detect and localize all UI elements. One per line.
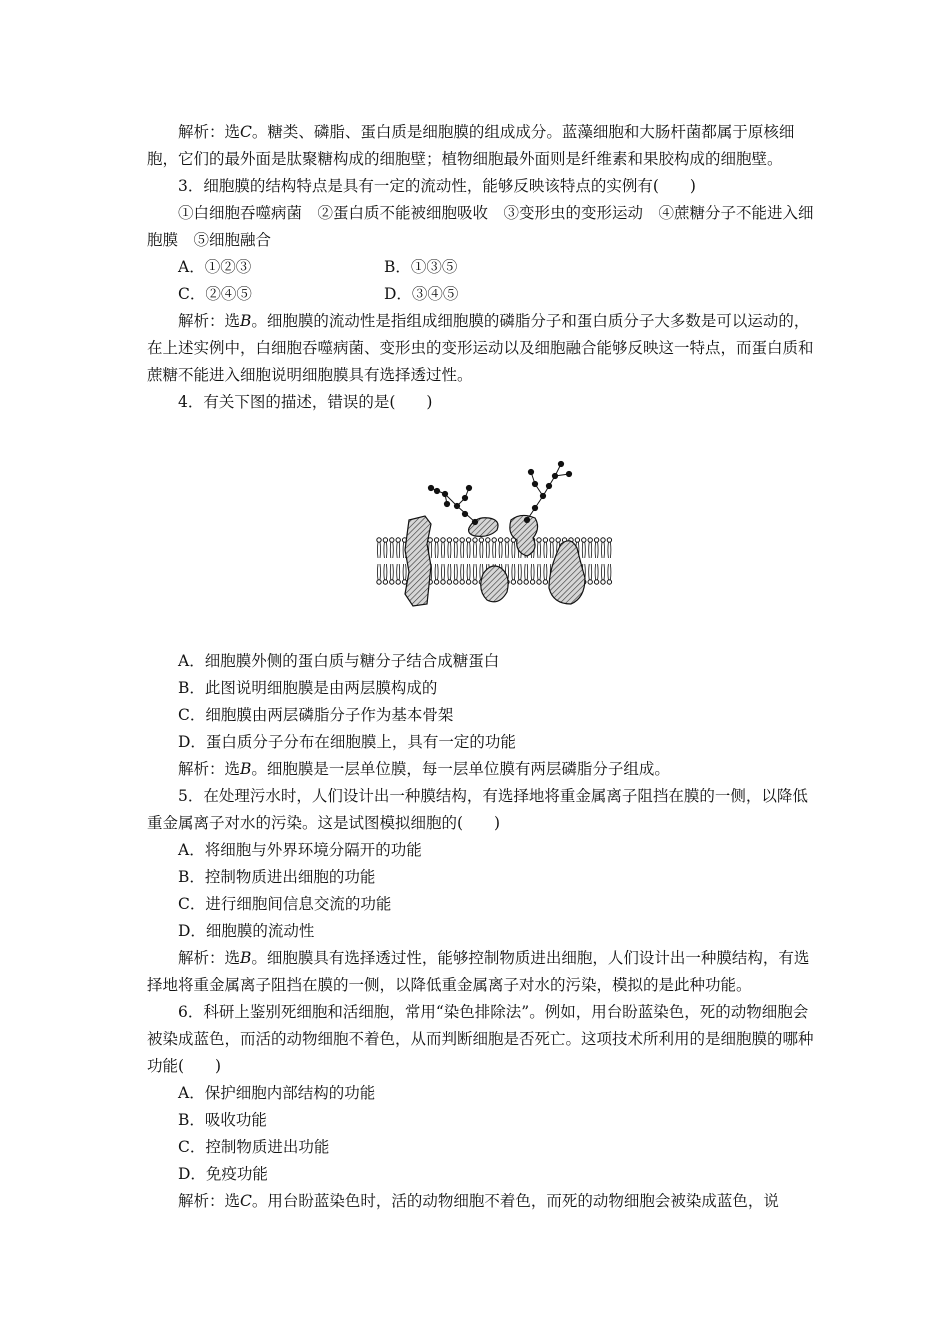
q4-stem: 4．有关下图的描述，错误的是( ) xyxy=(178,393,433,411)
q3-option-c: C．②④⑤ xyxy=(178,285,252,303)
q6-option-d: D．免疫功能 xyxy=(178,1165,268,1183)
q3-options-row-1 xyxy=(147,254,815,281)
sugar-chain-left xyxy=(428,485,477,524)
q5-option-b: B．控制物质进出细胞的功能 xyxy=(178,868,376,886)
membrane-diagram xyxy=(375,454,615,624)
embedded-protein-bottom xyxy=(481,566,508,602)
q4-option-a: A．细胞膜外侧的蛋白质与糖分子结合成糖蛋白 xyxy=(178,652,500,670)
q4-option-d: D．蛋白质分子分布在细胞膜上，具有一定的功能 xyxy=(178,733,516,751)
q6-analysis: 解析：选C。用台盼蓝染色时，活的动物细胞不着色，而死的动物细胞会被染成蓝色，说 xyxy=(178,1192,779,1210)
transmembrane-protein-right xyxy=(549,541,585,604)
transmembrane-protein-left xyxy=(405,516,431,606)
q6-stem: 6．科研上鉴别死细胞和活细胞，常用“染色排除法”。例如，用台盼蓝染色，死的动物细胞会被染成蓝色，而活的动物细胞不着色，从而判断细胞是否死亡。这项技术所利用的是细胞膜的哪种功能( ) xyxy=(147,1003,814,1075)
q3-option-a: A．①②③ xyxy=(178,258,252,276)
q6-option-c: C．控制物质进出功能 xyxy=(178,1138,330,1156)
q5-stem: 5．在处理污水时，人们设计出一种膜结构，有选择地将重金属离子阻挡在膜的一侧，以降低重金属离子对水的污染。这是试图模拟细胞的( ) xyxy=(147,787,808,832)
q3-options-row-2 xyxy=(147,281,815,308)
q6-option-a: A．保护细胞内部结构的功能 xyxy=(178,1084,376,1102)
q5-option-d: D．细胞膜的流动性 xyxy=(178,922,315,940)
q5-analysis: 解析：选B。细胞膜具有选择透过性，能够控制物质进出细胞，人们设计出一种膜结构，有选择地将重金属离子阻挡在膜的一侧，以降低重金属离子对水的污染，模拟的是此种功能。 xyxy=(147,949,810,994)
q3-option-b: B．①③⑤ xyxy=(384,258,458,276)
q4-option-c: C．细胞膜由两层磷脂分子作为基本骨架 xyxy=(178,706,454,724)
sugar-chain-right xyxy=(524,461,571,522)
q2-analysis: 解析：选C。糖类、磷脂、蛋白质是细胞膜的组成成分。蓝藻细胞和大肠杆菌都属于原核细胞，它们的最外面是肽聚糖构成的细胞壁；植物细胞最外面则是纤维素和果胶构成的细胞壁。 xyxy=(147,123,795,168)
q4-analysis: 解析：选B。细胞膜是一层单位膜，每一层单位膜有两层磷脂分子组成。 xyxy=(178,760,670,778)
q4-option-b: B．此图说明细胞膜是由两层膜构成的 xyxy=(178,679,438,697)
q3-option-d: D．③④⑤ xyxy=(384,285,459,303)
q5-option-c: C．进行细胞间信息交流的功能 xyxy=(178,895,392,913)
q3-analysis: 解析：选B。细胞膜的流动性是指组成细胞膜的磷脂分子和蛋白质分子大多数是可以运动的，在上述实例中，白细胞吞噬病菌、变形虫的变形运动以及细胞融合能够反映这一特点，而蛋白质和蔗糖不能进入细胞说明细胞膜具有选择透过性。 xyxy=(147,312,814,384)
q3-items: ①白细胞吞噬病菌 ②蛋白质不能被细胞吸收 ③变形虫的变形运动 ④蔗糖分子不能进入细胞膜 ⑤细胞融合 xyxy=(147,204,814,249)
q5-option-a: A．将细胞与外界环境分隔开的功能 xyxy=(178,841,422,859)
q6-option-b: B．吸收功能 xyxy=(178,1111,267,1129)
cell-membrane-figure xyxy=(147,416,815,648)
q3-stem: 3．细胞膜的结构特点是具有一定的流动性，能够反映该特点的实例有( ) xyxy=(178,177,696,195)
document-page xyxy=(147,119,815,1215)
glycoprotein-center xyxy=(510,515,538,556)
